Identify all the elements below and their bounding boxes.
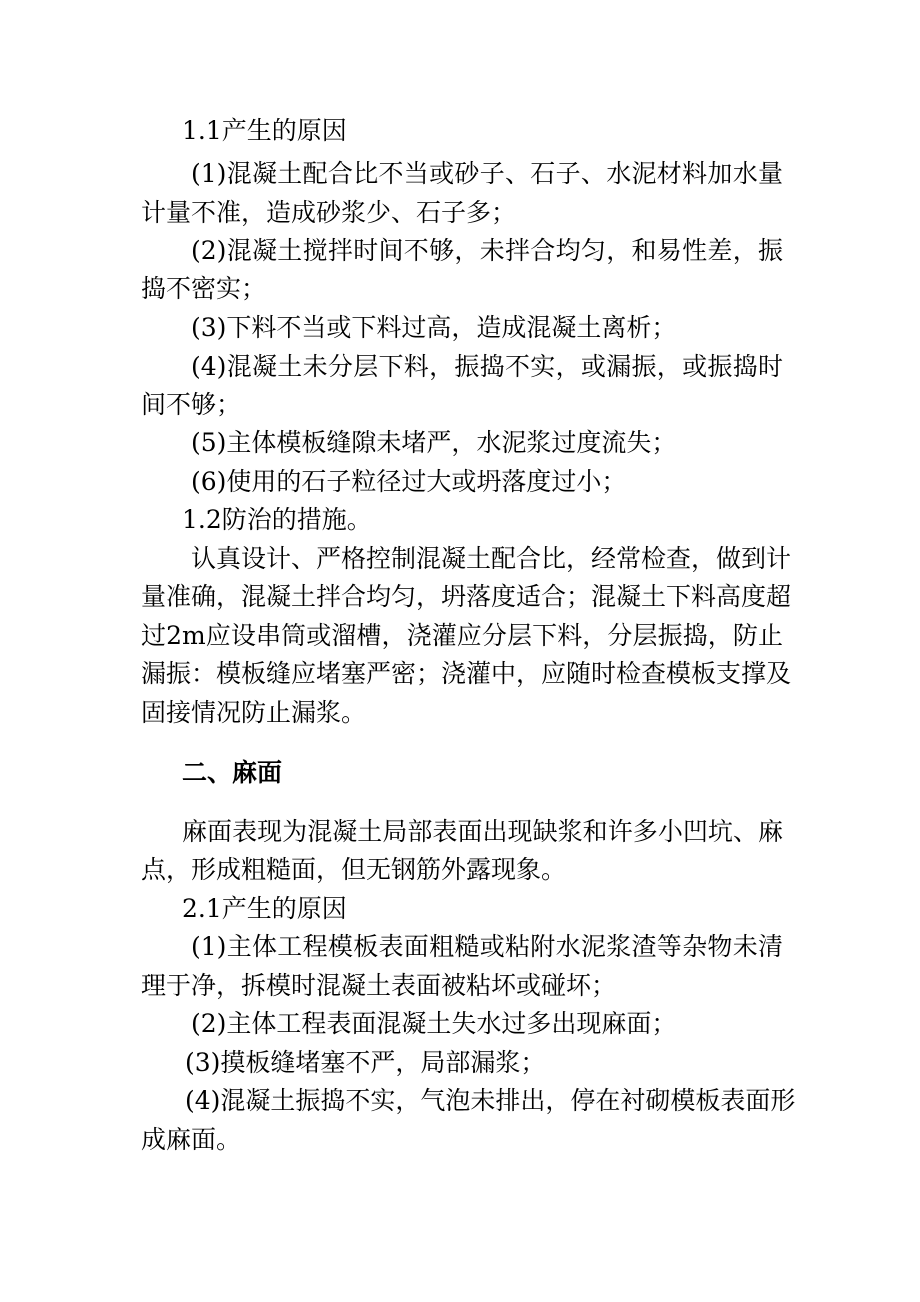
paragraph-line: (1)混凝土配合比不当或砂子、石子、水泥材料加水量 <box>191 159 783 188</box>
paragraph-line: 点，形成粗糙面，但无钢筋外露现象。 <box>141 855 567 884</box>
paragraph-line: 成麻面。 <box>141 1125 242 1154</box>
paragraph-line: (3)下料不当或下料过高，造成混凝土离析； <box>191 313 677 342</box>
paragraph-line: 认真设计、严格控制混凝土配合比，经常检查，做到计 <box>191 544 792 573</box>
paragraph-line: (2)主体工程表面混凝土失水过多出现麻面； <box>191 1009 677 1038</box>
paragraph-line: 间不够； <box>141 390 242 419</box>
paragraph-line: 计量不准，造成砂浆少、石子多； <box>141 198 517 227</box>
paragraph-line: 漏振：模板缝应堵塞严密；浇灌中，应随时检查模板支撑及 <box>141 659 792 688</box>
subsection-heading: 1.2防治的措施。 <box>182 505 372 534</box>
paragraph-line: 过2m应设串筒或溜槽，浇灌应分层下料，分层振捣，防止 <box>141 621 783 650</box>
subsection-heading: 2.1产生的原因 <box>182 894 347 923</box>
paragraph-line: 捣不密实； <box>141 274 267 303</box>
subsection-heading: 1.1产生的原因 <box>182 116 347 145</box>
paragraph-line: 量准确，混凝土拌合均匀，坍落度适合；混凝土下料高度超 <box>141 582 792 611</box>
paragraph-line: (4)混凝土振捣不实，气泡未排出，停在衬砌模板表面形 <box>185 1086 796 1115</box>
paragraph-line: 固接情况防止漏浆。 <box>141 698 367 727</box>
paragraph-line: (2)混凝土搅拌时间不够，未拌合均匀，和易性差，振 <box>191 236 783 265</box>
section-heading: 二、麻面 <box>182 758 283 787</box>
paragraph-line: (3)摸板缝堵塞不严，局部漏浆； <box>185 1048 546 1077</box>
paragraph-line: (6)使用的石子粒径过大或坍落度过小； <box>191 467 627 496</box>
paragraph-line: (5)主体模板缝隙未堵严，水泥浆过度流失； <box>191 428 677 457</box>
paragraph-line: 麻面表现为混凝土局部表面出现缺浆和许多小凹坑、麻 <box>182 817 783 846</box>
paragraph-line: (4)混凝土未分层下料，振捣不实，或漏振，或振捣时 <box>191 352 783 381</box>
paragraph-line: (1)主体工程模板表面粗糙或粘附水泥浆渣等杂物未清 <box>191 932 783 961</box>
paragraph-line: 理于净，拆模时混凝土表面被粘坏或碰坏； <box>141 971 617 1000</box>
